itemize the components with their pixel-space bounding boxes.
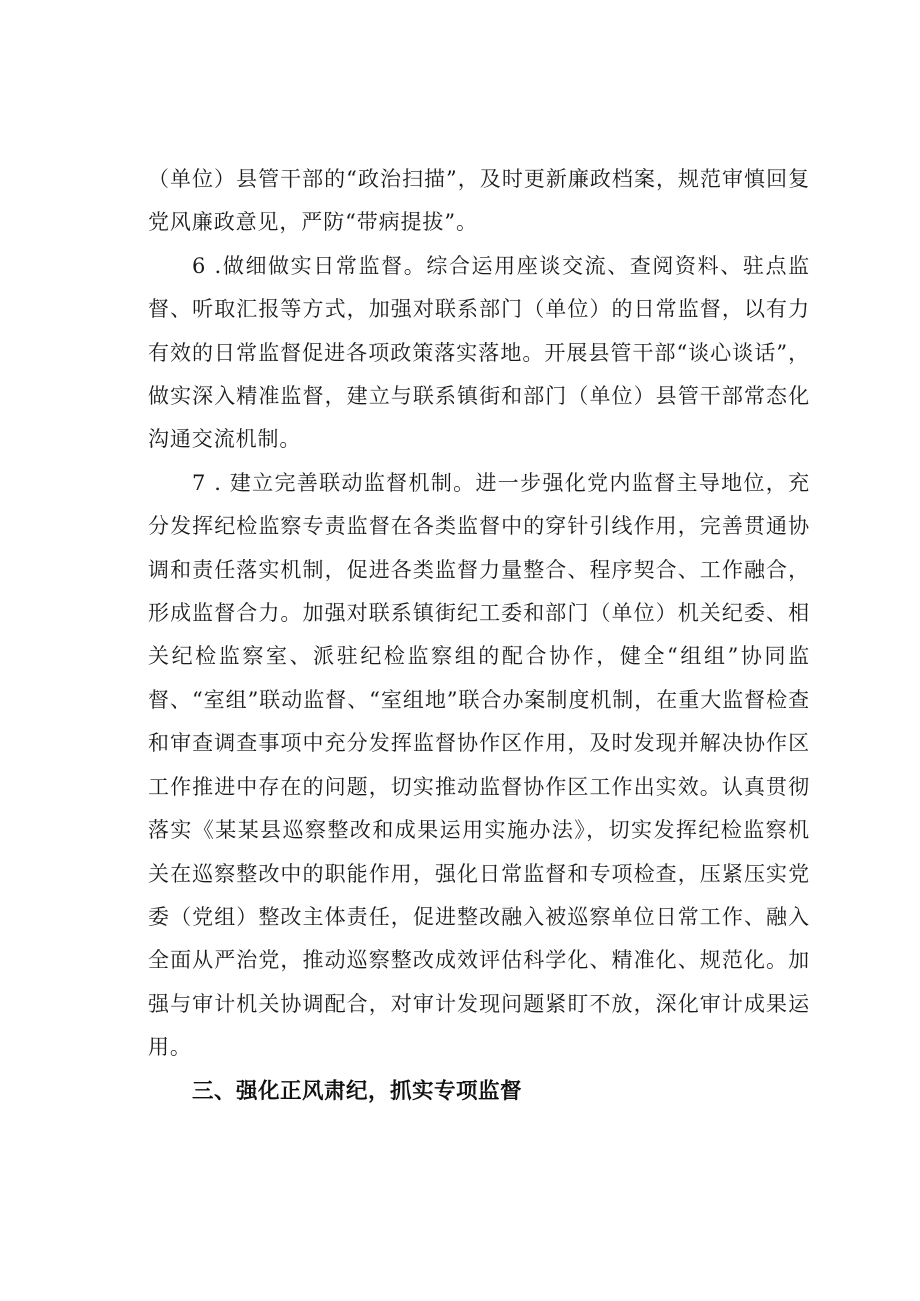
paragraph-1: （单位）县管干部的“政治扫描”，及时更新廉政档案，规范审慎回复党风廉政意见，严防“带病提拔”。 <box>148 167 810 235</box>
paragraph-3-linked-supervision: 7 . 建立完善联动监督机制。进一步强化党内监督主导地位，充分发挥纪检监察专责监督在各类监督中的穿针引线作用，完善贯通协调和责任落实机制，促进各类监督力量整合、程序契合、工作融合，形成监督合力。加强对联系镇街纪工委和部门（单位）机关纪委、相关纪检监察室、派驻纪检监察组的配合协作，健全“组组”协同监督、“室组”联动监督、“室组地”联合办案制度机制，在重大监督检查和审查调查事项中充分发挥监督协作区作用，及时发现并解决协作区工作推进中存在的问题，切实推动监督协作区工作出实效。认真贯彻落实《某某县巡察整改和成果运用实施办法》，切实发挥纪检监察机关在巡察整改中的职能作用，强化日常监督和专项检查，压紧压实党委（党组）整改主体责任，促进整改融入被巡察单位日常工作、融入全面从严治党，推动巡察整改成效评估科学化、精准化、规范化。加强与审计机关协调配合，对审计发现问题紧盯不放，深化审计成果运用。 <box>148 470 810 1060</box>
paragraph-2-daily-supervision: 6 .做细做实日常监督。综合运用座谈交流、查阅资料、驻点监督、听取汇报等方式，加强对联系部门（单位）的日常监督，以有力有效的日常监督促进各项政策落实落地。开展县管干部“谈心谈话”，做实深入精准监督，建立与联系镇街和部门（单位）县管干部常态化沟通交流机制。 <box>148 253 810 452</box>
section-heading-3: 三、强化正风肃纪，抓实专项监督 <box>192 1078 523 1104</box>
document-body <box>148 158 810 1114</box>
